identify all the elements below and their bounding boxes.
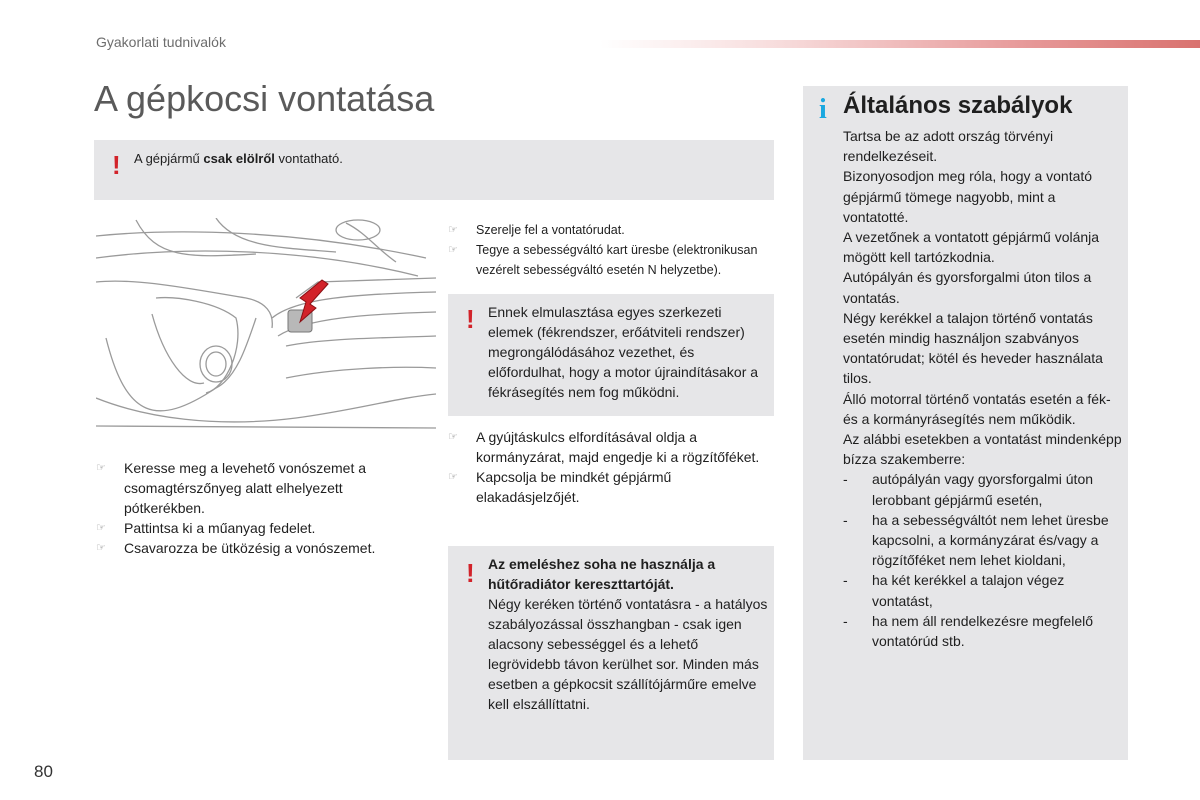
- warning-text-bold: csak elölről: [203, 151, 275, 166]
- warning-body-text: Négy keréken történő vontatásra - a hatályos szabályozással összhangban - csak igen alacsony sebességgel és a lehető legrövidebb távon kerülhet sor. Minden más esetben a gépkocsit szállítójárműre emelve kell elszállíttatni.: [488, 596, 768, 712]
- case-text: ha nem áll rendelkezésre megfelelő vontatórúd stb.: [872, 612, 1094, 650]
- list-item: [96, 538, 426, 558]
- case-text: autópályán vagy gyorsforgalmi úton lerobbant gépjármű esetén,: [872, 471, 1094, 508]
- pointing-hand-icon: ☞: [448, 471, 458, 483]
- warning-box-damage: [448, 294, 774, 416]
- list-item: [843, 570, 1123, 610]
- list-item: [843, 611, 1123, 651]
- info-paragraph: A vezetőnek a vontatott gépjármű volánja mögött kell tartózkodnia.: [843, 229, 1100, 266]
- warning-text: Ennek elmulasztása egyes szerkezeti elemek (fékrendszer, erőátviteli rendszer) megrongálódásához vezethet, és előfordulhat, hogy a motor újraindításakor a fékrásegítés nem fog működni.: [488, 304, 759, 400]
- pointing-hand-icon: ☞: [96, 542, 106, 554]
- step-text: Tegye a sebességváltó kart üresbe (elektronikusan vezérelt sebességváltó esetén N helyzetbe).: [476, 243, 758, 277]
- dash-bullet: -: [843, 511, 848, 528]
- header-gradient-bar: [600, 40, 1200, 48]
- case-text: ha a sebességváltót nem lehet üresbe kapcsolni, a kormányzárat és/vagy a rögzítőféket nem lehet kioldani,: [872, 511, 1109, 569]
- car-front-towing-eye-illustration: [96, 218, 436, 440]
- warning-icon: !: [466, 558, 475, 588]
- steps-towing-eye-list: [96, 458, 426, 558]
- list-item: [843, 469, 1123, 509]
- step-text: Csavarozza be ütközésig a vonószemet.: [124, 540, 376, 556]
- info-title: Általános szabályok: [843, 92, 1073, 119]
- list-item: [843, 510, 1123, 571]
- warning-bold-text: Az emeléshez soha ne használja a hűtőradiátor kereszttartóját.: [488, 556, 716, 592]
- info-paragraph: Négy kerékkel a talajon történő vontatás esetén mindig használjon szabványos vontatórudat; kötél és heveder használata tilos.: [843, 309, 1103, 387]
- pointing-hand-icon: ☞: [448, 431, 458, 443]
- pointing-hand-icon: ☞: [448, 244, 458, 256]
- pointing-hand-icon: ☞: [96, 522, 106, 534]
- warning-text-prefix: A gépjármű: [134, 151, 204, 166]
- steps-steering-list: [448, 427, 768, 507]
- case-text: ha két kerékkel a talajon végez vontatást,: [872, 572, 1065, 609]
- steps-towbar-list: [448, 220, 778, 280]
- dash-bullet: -: [843, 572, 848, 589]
- list-item: [96, 458, 426, 518]
- info-paragraph: Tartsa be az adott ország törvényi rendelkezéseit.: [843, 128, 1054, 165]
- page-number: 80: [34, 762, 53, 781]
- info-cases-list: [843, 469, 1123, 651]
- warning-icon: !: [112, 150, 121, 180]
- list-item: [448, 427, 768, 467]
- warning-text: [488, 554, 768, 714]
- warning-box-lifting: [448, 546, 774, 760]
- pointing-hand-icon: ☞: [96, 462, 106, 474]
- info-paragraph: Az alábbi esetekben a vontatást mindenképp bízza szakemberre:: [843, 431, 1122, 468]
- section-label: Gyakorlati tudnivalók: [96, 34, 226, 50]
- step-text: Pattintsa ki a műanyag fedelet.: [124, 520, 316, 536]
- list-item: [448, 467, 768, 507]
- warning-text-suffix: vontatható.: [274, 151, 343, 166]
- list-item: [448, 220, 778, 240]
- info-paragraph: Autópályán és gyorsforgalmi úton tilos a vontatás.: [843, 269, 1092, 306]
- info-box-general-rules: [803, 86, 1128, 760]
- step-text: A gyújtáskulcs elfordításával oldja a kormányzárat, majd engedje ki a rögzítőféket.: [476, 429, 760, 465]
- warning-icon: !: [466, 304, 475, 334]
- info-paragraph: Bizonyosodjon meg róla, hogy a vontató gépjármű tömege nagyobb, mint a vontatotté.: [843, 168, 1093, 225]
- info-body: [843, 126, 1123, 651]
- pointing-hand-icon: ☞: [448, 224, 458, 236]
- car-front-illustration-svg: [96, 218, 436, 440]
- step-text: Szerelje fel a vontatórudat.: [476, 223, 625, 237]
- dash-bullet: -: [843, 612, 848, 629]
- step-text: Kapcsolja be mindkét gépjármű elakadásjelzőjét.: [476, 469, 672, 505]
- info-icon: i: [819, 94, 827, 125]
- warning-box-front-only: [94, 140, 774, 200]
- step-text: Keresse meg a levehető vonószemet a csomagtérszőnyeg alatt elhelyezett pótkerékben.: [124, 460, 367, 516]
- dash-bullet: -: [843, 471, 848, 488]
- list-item: [448, 240, 778, 280]
- page-title: A gépkocsi vontatása: [94, 78, 435, 119]
- warning-text: [134, 151, 343, 166]
- info-paragraph: Álló motorral történő vontatás esetén a fék- és a kormányrásegítés nem működik.: [843, 390, 1111, 427]
- list-item: [96, 518, 426, 538]
